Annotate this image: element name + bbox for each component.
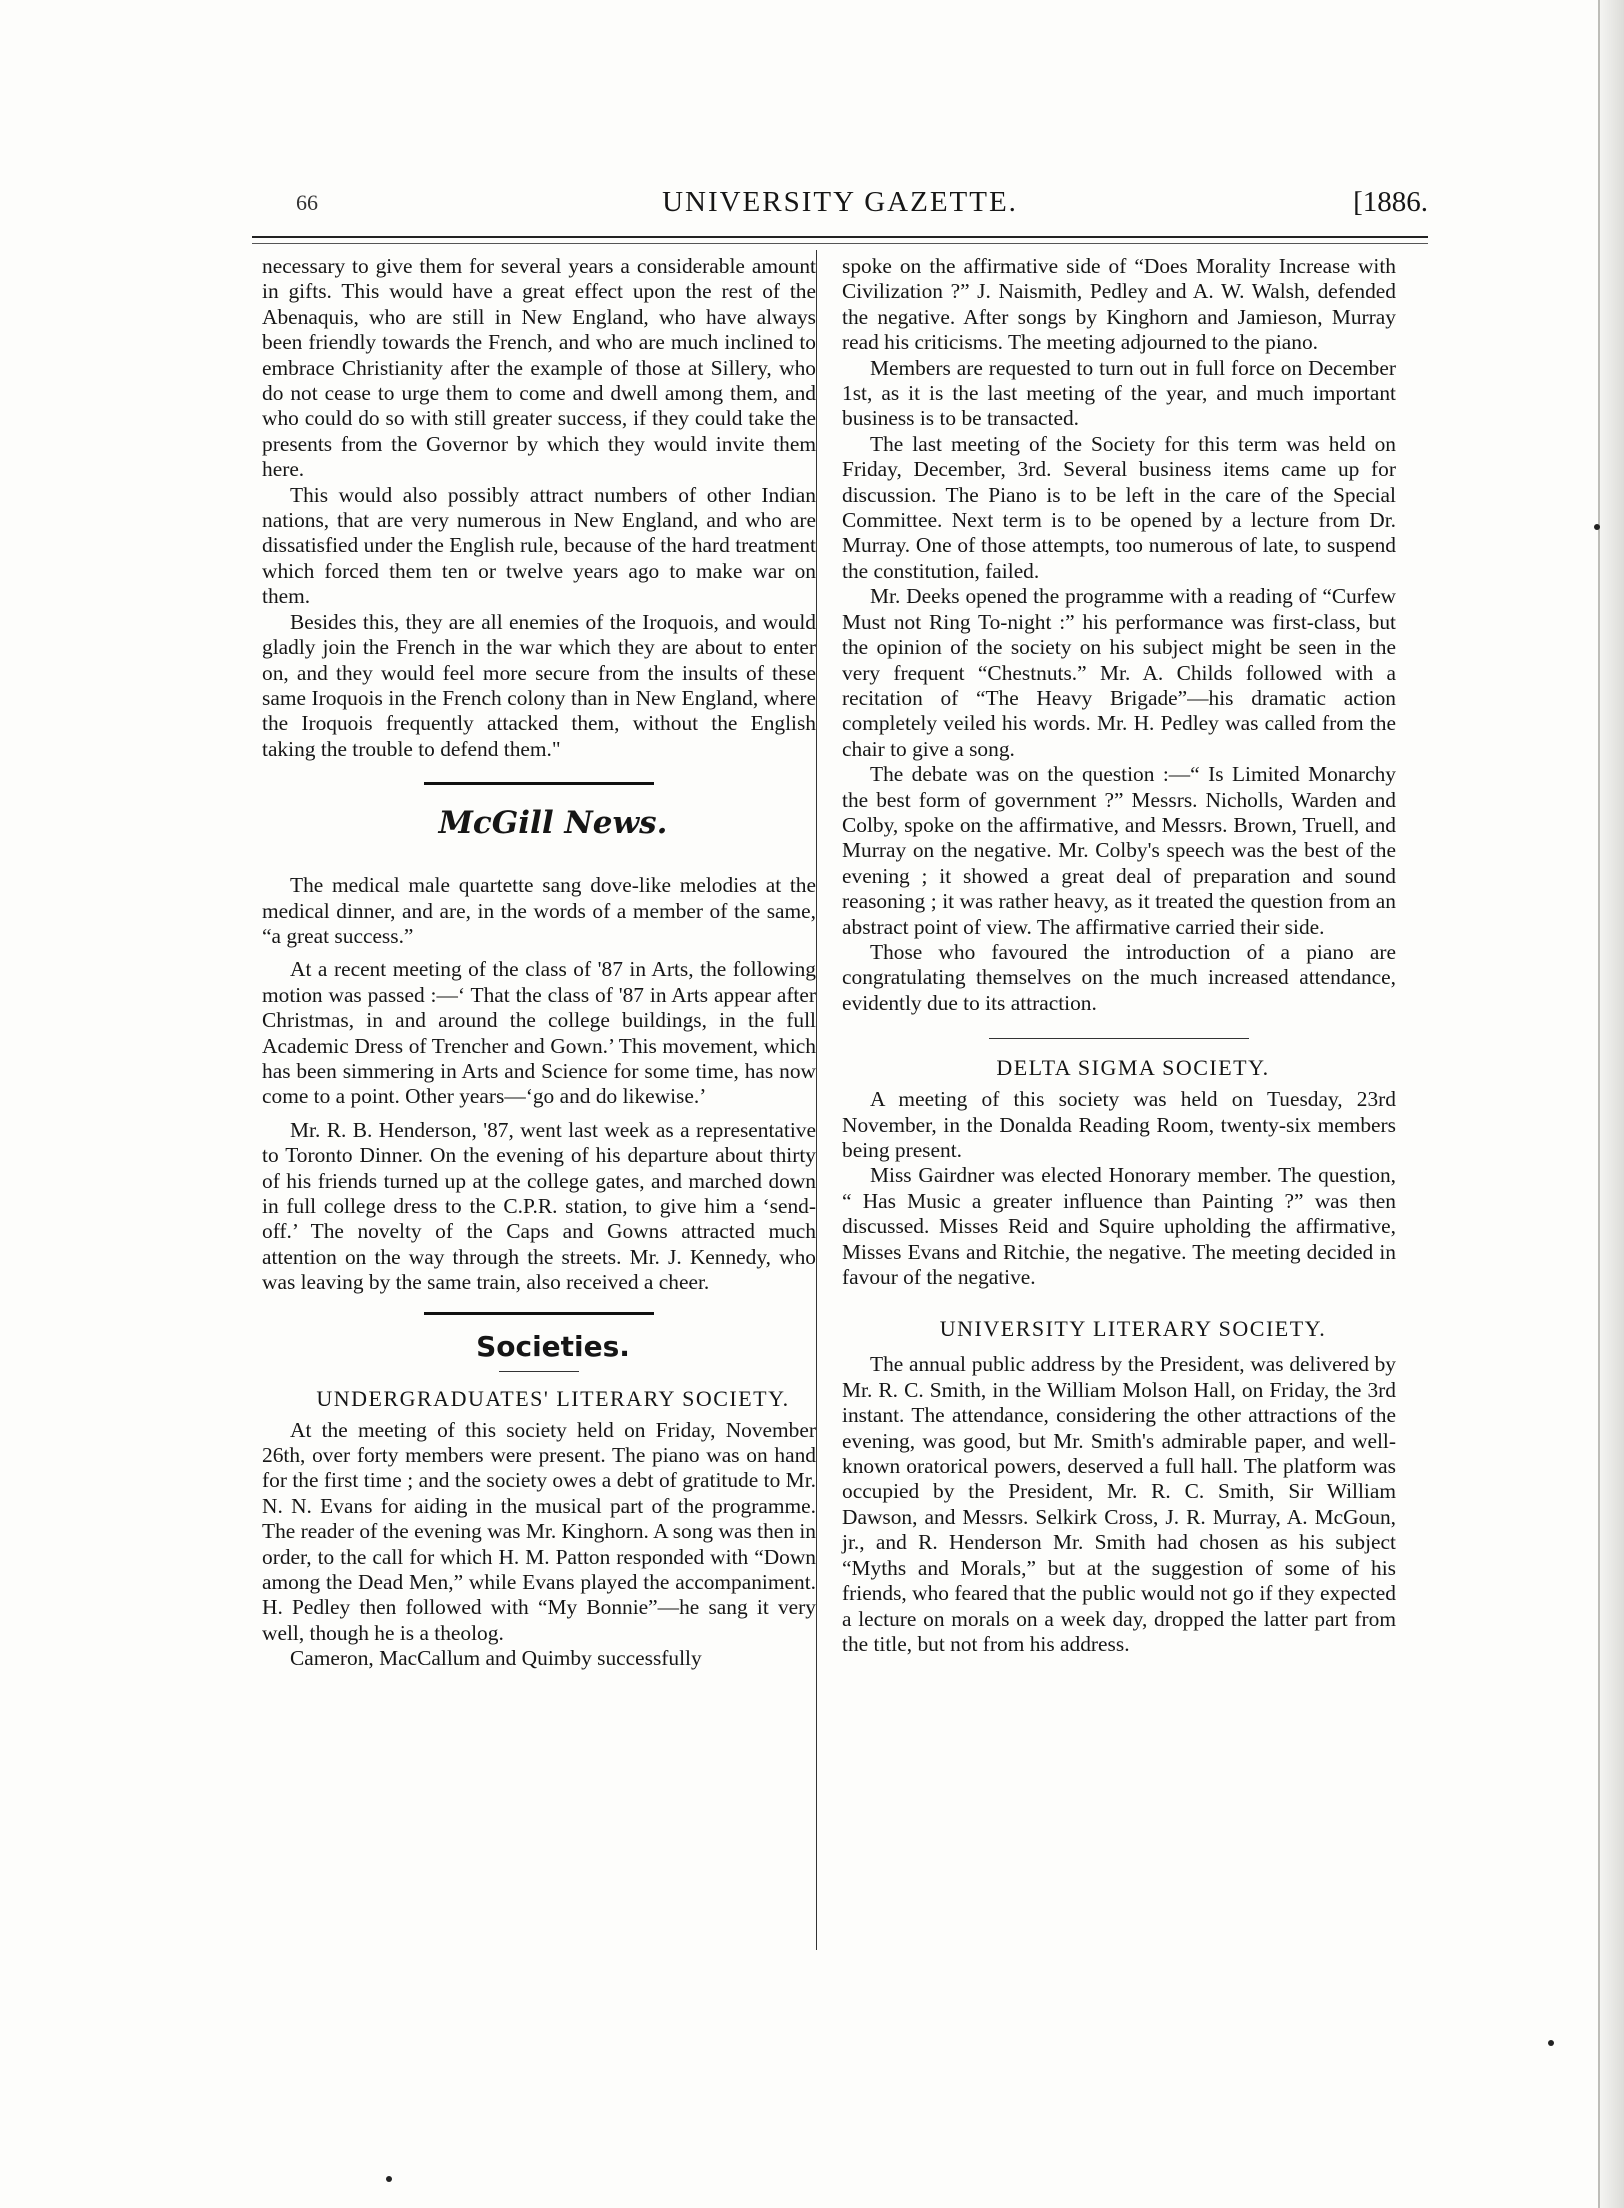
societies-heading: Societies. (476, 1329, 630, 1363)
society-paragraph: Cameron, MacCallum and Quimby successfully (290, 1646, 702, 1671)
article-paragraph: Besides this, they are all enemies of the Iroquois, and would gladly join the French in the war which they are about to enter on, and they would feel more secure from the insults of these same Iroquois in the French colony than in New England, where the Iroquois frequently attacked them, without the English taking the trouble to defend them." (262, 609, 816, 761)
print-speck (1594, 524, 1600, 530)
running-header (252, 186, 1428, 236)
header-rule (252, 236, 1428, 238)
delta-sigma-heading: DELTA SIGMA SOCIETY. (996, 1055, 1270, 1081)
news-paragraph: Mr. R. B. Henderson, '87, went last week as a representative to Toronto Dinner. On the evening of his departure about thirty of his friends turned up at the college gates, and marched down in full college dress to the C.P.R. station, to give him a ‘send-off.’ The novelty of the Caps and Gowns attracted much attention on the way through the streets. Mr. J. Kennedy, who was leaving by the same train, also received a cheer. (262, 1117, 816, 1295)
left-column (262, 254, 816, 1672)
society-paragraph: The last meeting of the Society for this term was held on Friday, December, 3rd. Several business items came up for discussion. The Piano is to be left in the care of the Special Committee. Next term is to be opened by a lecture from Dr. Murray. One of those attempts, too numerous of late, to suspend the constitution, failed. (842, 431, 1396, 583)
running-title: UNIVERSITY GAZETTE. (662, 186, 1018, 218)
print-speck (1548, 2040, 1554, 2046)
news-paragraph: At a recent meeting of the class of '87 in Arts, the following motion was passed :—‘ That the class of '87 in Arts appear after Christmas, in and around the college buildings, in the full Academic Dress of Trencher and Gown.’ This movement, which has been simmering in Arts and Science for some time, has now come to a point. Other years—‘go and do likewise.’ (262, 957, 816, 1109)
society-paragraph: A meeting of this society was held on Tuesday, 23rd November, in the Donalda Reading Room, twenty-six members being present. (842, 1087, 1396, 1162)
article-paragraph: necessary to give them for several years a considerable amount in gifts. This would have a great effect upon the rest of the Abenaquis, who are still in New England, who have always been friendly towards the French, and who are much inclined to embrace Christianity after the example of those at Sillery, who do not cease to urge them to come and dwell among them, and who could do so with still greater success, if they could take the presents from the Governor by which they would invite them here. (262, 254, 816, 482)
mcgill-news-heading: McGill News. (438, 805, 668, 842)
column-divider (816, 250, 817, 1950)
society-paragraph: The debate was on the question :—“ Is Limited Monarchy the best form of government ?” Messrs. Nicholls, Warden and Colby, spoke on the affirmative, and Messrs. Brown, Truell, and Murray on the negative. Mr. Colby's speech was the best of the evening ; it showed a great deal of preparation and sound reasoning ; it was rather heavy, as it treated the question from an abstract point of view. The affirmative carried their side. (842, 762, 1396, 939)
page-edge (1600, 0, 1624, 2208)
society-paragraph: spoke on the affirmative side of “Does Morality Increase with Civilization ?” J. Naismith, Pedley and A. W. Walsh, defended the negative. After songs by Kinghorn and Jamieson, Murray read his criticisms. The meeting adjourned to the piano. (842, 254, 1396, 355)
header-year: [1886. (1353, 186, 1428, 218)
society-paragraph: Miss Gairdner was elected Honorary member. The question, “ Has Music a greater influence than Painting ?” was then discussed. Misses Reid and Squire upholding the affirmative, Misses Evans and Ritchie, the negative. The meeting decided in favour of the negative. (842, 1163, 1396, 1290)
society-paragraph: At the meeting of this society held on Friday, November 26th, over forty members were present. The piano was on hand for the first time ; and the society owes a debt of gratitude to Mr. N. N. Evans for aiding in the musical part of the programme. The reader of the evening was Mr. Kinghorn. A song was then in order, to the call for which H. M. Patton responded with “Down among the Dead Men,” while Evans played the accompaniment. H. Pedley then followed with “My Bonnie”—he sang it very well, though he is a theolog. (262, 1417, 816, 1645)
society-paragraph: Members are requested to turn out in full force on December 1st, as it is the last meeting of the year, and much important business is to be transacted. (842, 355, 1396, 431)
page-number: 66 (296, 190, 318, 215)
society-paragraph: Those who favoured the introduction of a piano are congratulating themselves on the much increased attendance, evidently due to its attraction. (842, 939, 1396, 1015)
article-paragraph: This would also possibly attract numbers of other Indian nations, that are very numerous in New England, and who are dissatisfied under the English rule, because of the hard treatment which forced them ten or twelve years ago to make war on them. (262, 482, 816, 609)
society-paragraph: Mr. Deeks opened the programme with a reading of “Curfew Must not Ring To-night :” his performance was first-class, but the opinion of the society on his subject might be seen in the very frequent “Chestnuts.” Mr. A. Childs followed with a recitation of “The Heavy Brigade”—his dramatic action completely veiled his words. Mr. H. Pedley was called from the chair to give a song. (842, 584, 1396, 761)
society-paragraph: The annual public address by the President, was delivered by Mr. R. C. Smith, in the William Molson Hall, on Friday, the 3rd instant. The attendance, considering the other attractions of the evening, was good, but Mr. Smith's admirable paper, and well-known oratorical powers, deserved a full hall. The platform was occupied by the President, Mr. R. C. Smith, Sir William Dawson, and Messrs. Selkirk Cross, J. R. Murray, A. McGoun, jr., and R. Henderson Mr. Smith had chosen as his subject “Myths and Morals,” but at the suggestion of some of his friends, who feared that the public would not go if they expected a lecture on morals on a week day, dropped the latter part from the title, but not from his address. (842, 1352, 1396, 1656)
uls-heading: UNIVERSITY LITERARY SOCIETY. (939, 1316, 1327, 1342)
news-paragraph: The medical male quartette sang dove-like melodies at the medical dinner, and are, in the words of a member of the same, “a great success.” (262, 873, 816, 948)
header-rule-thin (252, 243, 1428, 244)
right-column (842, 254, 1396, 1657)
ugls-heading: UNDERGRADUATES' LITERARY SOCIETY. (316, 1385, 790, 1411)
print-speck (386, 2176, 392, 2182)
